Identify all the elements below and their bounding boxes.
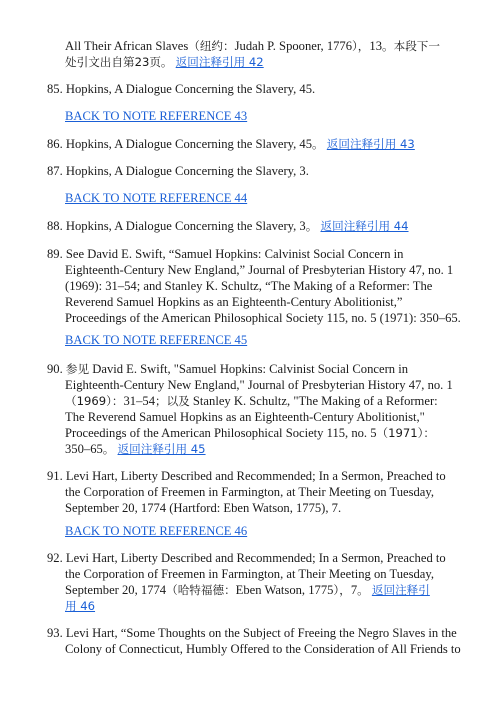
note-90-line-2: Eighteenth-Century New England," Journal of Presbyterian History 47, no. 1 (65, 378, 453, 392)
note-number: 88. (47, 219, 63, 233)
note-93-line-1 (47, 625, 457, 641)
note-text: Hopkins, A Dialogue Concerning the Slavery, 3. (65, 164, 309, 178)
note-text: Eben Watson, 1775 (235, 583, 334, 597)
note-text-cjk: 。 (305, 219, 318, 233)
note-92-line-2: the Corporation of Freemen in Farmington, at Their Meeting on Tuesday, (65, 567, 435, 581)
note-89-line-3: (1969): 31–54; and Stanley K. Schultz, “The Making of a Reformer: The (65, 279, 433, 293)
back-to-note-46-link-cn[interactable]: 返回注释引 (371, 583, 430, 597)
note-number: 85. (47, 82, 63, 96)
back-to-note-45-link[interactable]: BACK TO NOTE REFERENCE 45 (65, 333, 248, 347)
back-to-note-46-link-cn-continued[interactable]: 用 46 (65, 599, 96, 613)
note-91-line-2: the Corporation of Freemen in Farmington, at Their Meeting on Tuesday, (65, 485, 435, 499)
note-text: 7 (350, 583, 358, 597)
note-text-cjk: 。 (357, 583, 369, 597)
note-text: Hopkins, A Dialogue Concerning the Slavery, 45 (65, 137, 313, 151)
back-to-note-44-link[interactable]: BACK TO NOTE REFERENCE 44 (65, 191, 248, 205)
back-to-note-44-link-cn[interactable]: 返回注释引用 44 (320, 219, 409, 233)
note-text: Proceedings of the American Philosophical Society 115, no. 5 (65, 426, 377, 440)
note-89-line-5: Proceedings of the American Philosophical Society 115, no. 5 (1971): 350–65. (65, 311, 461, 325)
note-text: Levi Hart, “Some Thoughts on the Subject of Freeing the Negro Slaves in the (65, 626, 457, 640)
note-88 (47, 218, 409, 234)
note-85 (47, 81, 315, 97)
note-87 (47, 163, 309, 179)
note-text: 350–65 (65, 442, 103, 456)
note-text: All Their African Slaves (65, 39, 189, 53)
note-text: Levi Hart, Liberty Described and Recommended; In a Sermon, Preached to (65, 469, 446, 483)
note-text: Stanley K. Schultz, "The Making of a Reformer: (189, 394, 438, 408)
note-number: 91. (47, 469, 63, 483)
note-number: 87. (47, 164, 63, 178)
note-text-cjk: ）， (333, 583, 351, 597)
note-text-cjk: 。 (102, 442, 115, 456)
back-to-note-43-link-cn[interactable]: 返回注释引用 43 (326, 137, 415, 151)
note-text: Hopkins, A Dialogue Concerning the Slavery, 3 (65, 219, 306, 233)
note-92-line-1 (47, 550, 446, 566)
note-text: Hopkins, A Dialogue Concerning the Slavery, 45. (65, 82, 316, 96)
note-number: 92. (47, 551, 63, 565)
note-90-line-5 (65, 425, 435, 441)
note-89-line-4: Reverend Samuel Hopkins as an Eighteenth-Century Abolitionist,” (65, 295, 403, 309)
back-to-note-43-link[interactable]: BACK TO NOTE REFERENCE 43 (65, 109, 248, 123)
note-text-cjk: ；以及 (154, 394, 190, 408)
note-text: September 20, 1774 (65, 583, 167, 597)
note-text: Judah P. Spooner, 1776 (234, 39, 353, 53)
note-number: 89. (47, 247, 63, 261)
note-89-line-1 (47, 246, 403, 262)
note-text-cjk: （哈特福德： (166, 583, 236, 597)
back-to-note-45-link-cn[interactable]: 返回注释引用 45 (117, 442, 206, 456)
note-90-line-6 (65, 441, 206, 457)
note-text: 13 (369, 39, 382, 53)
note-text-cjk: （纽约： (188, 39, 235, 53)
note-text: Levi Hart, Liberty Described and Recommended; In a Sermon, Preached to (65, 551, 446, 565)
note-84-continuation-line-1 (65, 38, 440, 54)
note-number: 90. (47, 362, 63, 376)
note-text-cjk: 处引文出自第23页。 (65, 55, 173, 69)
note-text-cjk: 参见 (65, 362, 90, 376)
note-text: David E. Swift, "Samuel Hopkins: Calvinist Social Concern in (89, 362, 409, 376)
note-text: 31–54 (123, 394, 155, 408)
note-91-line-3: September 20, 1774 (Hartford: Eben Watson, 1775), 7. (65, 501, 342, 515)
note-90-line-1 (47, 361, 408, 377)
note-number: 86. (47, 137, 63, 151)
note-text: See David E. Swift, “Samuel Hopkins: Calvinist Social Concern in (65, 247, 404, 261)
note-number: 93. (47, 626, 63, 640)
note-text-cjk: ）， (352, 39, 370, 53)
note-text-cjk: （1971）： (376, 426, 436, 440)
note-92-line-4 (65, 598, 95, 614)
note-text-cjk: 。 (312, 137, 324, 151)
note-91-line-1 (47, 468, 446, 484)
note-84-continuation-line-2 (65, 54, 264, 70)
note-89-line-2: Eighteenth-Century New England,” Journal of Presbyterian History 47, no. 1 (65, 263, 454, 277)
note-86 (47, 136, 415, 152)
back-to-note-46-link[interactable]: BACK TO NOTE REFERENCE 46 (65, 524, 248, 538)
note-92-line-3 (65, 582, 430, 598)
note-text-cjk: 。本段下一 (382, 39, 440, 53)
note-93-line-2: Colony of Connecticut, Humbly Offered to the Consideration of All Friends to (65, 642, 461, 656)
note-90-line-3 (65, 393, 438, 409)
note-90-line-4: The Reverend Samuel Hopkins as an Eighteenth-Century Abolitionist," (65, 410, 425, 424)
back-to-note-42-link-cn[interactable]: 返回注释引用 42 (175, 55, 264, 69)
note-text-cjk: （1969）： (65, 394, 124, 408)
